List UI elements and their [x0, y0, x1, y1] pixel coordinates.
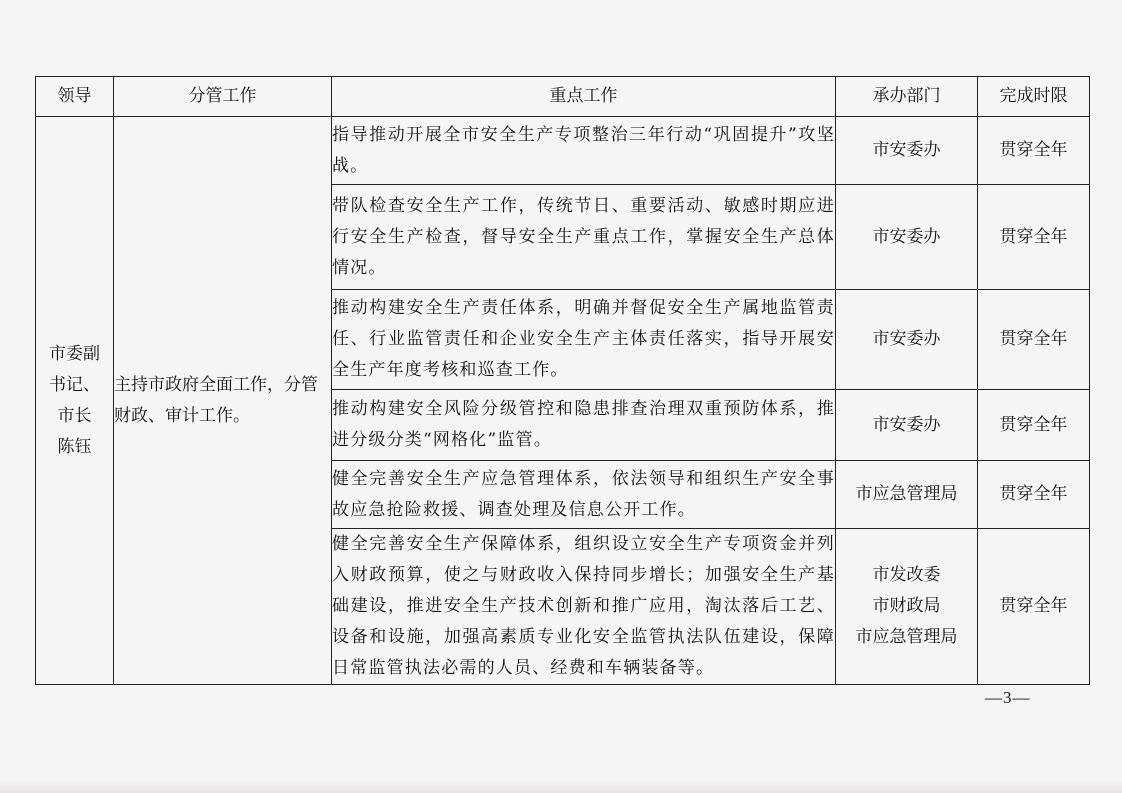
- duty-cell: 主持市政府全面工作，分管财政、审计工作。: [114, 117, 332, 685]
- deadline-cell: 贯穿全年: [978, 117, 1090, 185]
- header-dept: 承办部门: [836, 77, 978, 117]
- table-row: [36, 117, 1090, 185]
- dept-name: 市应急管理局: [855, 627, 958, 647]
- dept-cell: [836, 390, 978, 461]
- deadline-cell: 贯穿全年: [978, 185, 1090, 290]
- header-deadline: 完成时限: [978, 77, 1090, 117]
- dept-cell: [836, 290, 978, 390]
- dept-name: 市发改委: [872, 565, 941, 585]
- dept-cell: [836, 117, 978, 185]
- deadline-cell: 贯穿全年: [978, 390, 1090, 461]
- task-cell: 推动构建安全生产责任体系，明确并督促安全生产属地监管责任、行业监管责任和企业安全生产主体责任落实，指导开展安全生产年度考核和巡查工作。: [332, 290, 836, 390]
- dept-name: 市应急管理局: [855, 484, 958, 504]
- task-cell: 推动构建安全风险分级管控和隐患排查治理双重预防体系，推进分级分类“网格化”监管。: [332, 390, 836, 461]
- header-task: 重点工作: [332, 77, 836, 117]
- task-cell: 健全完善安全生产保障体系，组织设立安全生产专项资金并列入财政预算，使之与财政收入保持同步增长；加强安全生产基础建设，推进安全生产技术创新和推广应用，淘汰落后工艺、设备和设施，加强高素质专业化安全监管执法队伍建设，保障日常监管执法必需的人员、经费和车辆装备等。: [332, 529, 836, 685]
- leader-line: 书记、: [49, 374, 100, 395]
- dept-name: 市财政局: [872, 596, 941, 616]
- leader-line: 市长: [57, 405, 92, 426]
- dept-cell: [836, 529, 978, 685]
- leader-line: 陈钰: [57, 436, 92, 457]
- dept-name: 市安委办: [872, 140, 941, 160]
- header-duty: 分管工作: [114, 77, 332, 117]
- dept-name: 市安委办: [872, 414, 941, 435]
- header-leader: 领导: [36, 77, 114, 117]
- dept-cell: [836, 461, 978, 529]
- deadline-cell: 贯穿全年: [978, 461, 1090, 529]
- page-number: —3—: [985, 688, 1031, 707]
- task-cell: 带队检查安全生产工作，传统节日、重要活动、敏感时期应进行安全生产检查，督导安全生产重点工作，掌握安全生产总体情况。: [332, 185, 836, 290]
- deadline-cell: 贯穿全年: [978, 529, 1090, 685]
- deadline-cell: 贯穿全年: [978, 290, 1090, 390]
- leader-cell: [36, 117, 114, 685]
- dept-cell: [836, 185, 978, 290]
- task-cell: 指导推动开展全市安全生产专项整治三年行动“巩固提升”攻坚战。: [332, 117, 836, 185]
- leader-line: 市委副: [49, 343, 100, 364]
- work-assignment-table: [35, 76, 1090, 685]
- table-header-row: [36, 77, 1090, 117]
- page-edge: [0, 779, 1122, 793]
- dept-name: 市安委办: [872, 329, 941, 349]
- task-cell: 健全完善安全生产应急管理体系，依法领导和组织生产安全事故应急抢险救援、调查处理及信息公开工作。: [332, 461, 836, 529]
- dept-name: 市安委办: [872, 226, 941, 247]
